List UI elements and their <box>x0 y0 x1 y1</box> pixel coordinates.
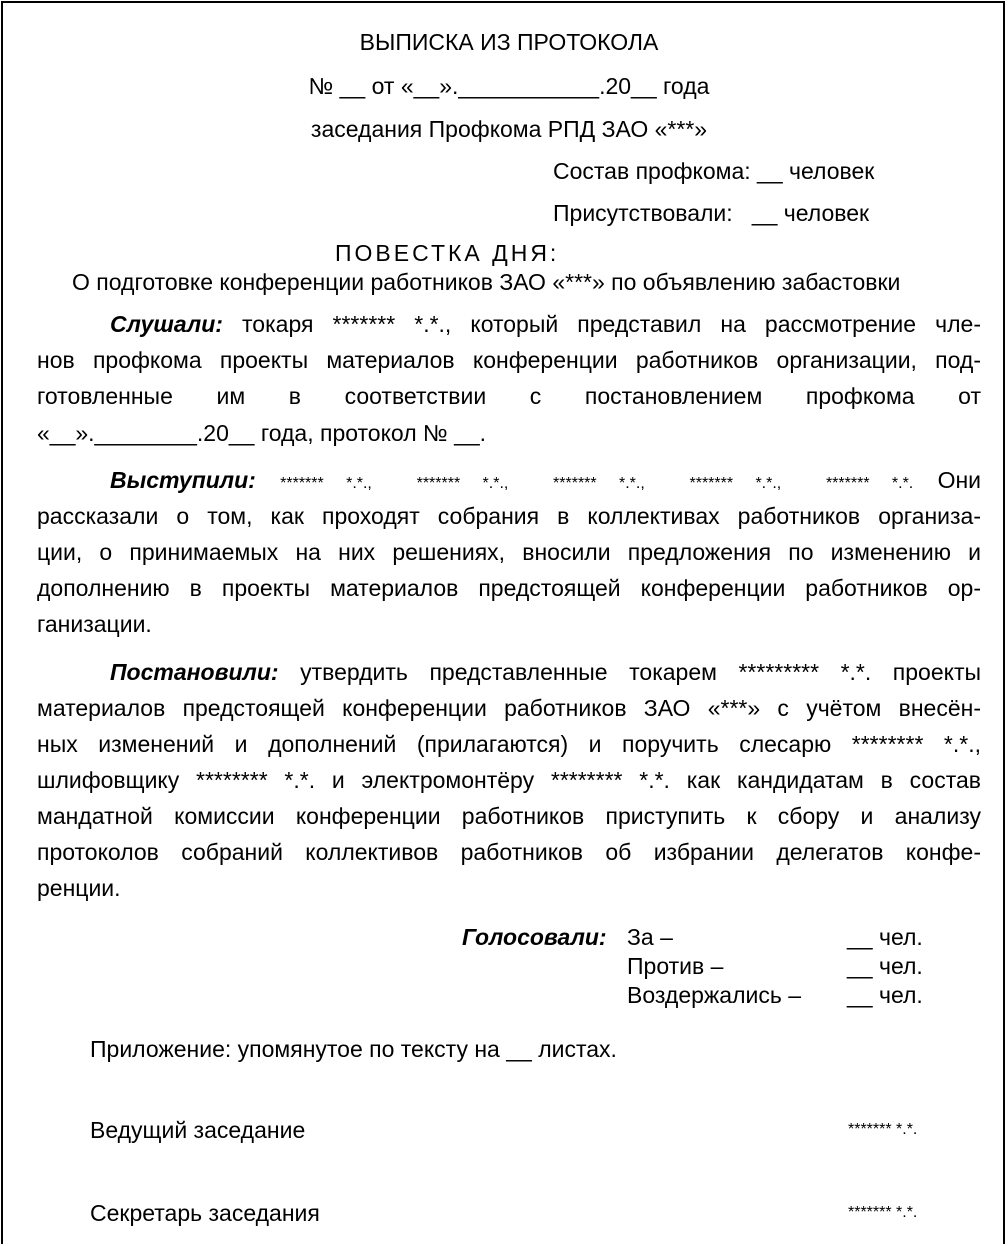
signature-name-chair: ******* *.*. <box>848 1121 918 1138</box>
document-title: ВЫПИСКА ИЗ ПРОТОКОЛА <box>359 29 659 55</box>
heard-label: Слушали: <box>110 311 223 337</box>
agenda-item: О подготовке конференции работников ЗАО «***» по объявлению забастовки <box>72 269 901 295</box>
vote-count-abstain: __ чел. <box>847 982 923 1008</box>
attendance: Присутствовали: __ человек <box>553 200 870 226</box>
signature-role-secretary: Секретарь заседания <box>90 1200 320 1226</box>
protocol-number-line: № __ от «__».___________.20__ года <box>308 73 710 99</box>
meeting-subtitle: заседания Профкома РПД ЗАО «***» <box>310 116 708 142</box>
vote-count-against: __ чел. <box>847 953 923 979</box>
heard-text: токаря ******* *.*., который представил на рассмотрение чле- <box>242 311 981 337</box>
spoke-names: ******* *.*., ******* *.*., ******* *.*., ******* *.*., ******* *.*. <box>280 475 914 492</box>
spoke-paragraph-line-2: рассказали о том, как проходят собрания в коллективах работников организа- <box>37 503 981 529</box>
heard-paragraph-line-2: нов профкома проекты материалов конференции работников организации, под- <box>37 347 981 373</box>
vote-option-abstain: Воздержались – <box>627 982 802 1008</box>
signature-name-secretary: ******* *.*. <box>848 1204 918 1221</box>
resolved-paragraph-line-7: ренции. <box>37 875 121 901</box>
resolved-paragraph-line-5: мандатной комиссии конференции работников приступить к сбору и анализу <box>37 803 981 829</box>
vote-option-for: За – <box>627 924 673 950</box>
heard-paragraph-line-1 <box>110 311 981 337</box>
spoke-paragraph-line-1 <box>110 467 981 497</box>
spoke-paragraph-line-4: дополнению в проекты материалов предстоящей конференции работников ор- <box>37 575 981 601</box>
resolved-paragraph-line-3: ных изменений и дополнений (прилагаются) и поручить слесарю ******** *.*., <box>37 731 981 757</box>
committee-composition: Состав профкома: __ человек <box>553 158 875 184</box>
vote-count-for: __ чел. <box>847 924 923 950</box>
spoke-paragraph-line-3: ции, о принимаемых на них решениях, вносили предложения по изменению и <box>37 539 981 565</box>
agenda-heading: ПОВЕСТКА ДНЯ: <box>335 240 560 266</box>
resolved-paragraph-line-4: шлифовщику ******** *.*. и электромонтёру ******** *.*. как кандидатам в состав <box>37 767 981 793</box>
resolved-paragraph-line-2: материалов предстоящей конференции работников ЗАО «***» с учётом внесён- <box>37 695 981 721</box>
signature-role-chair: Ведущий заседание <box>90 1117 306 1143</box>
heard-paragraph-line-4: «__».________.20__ года, протокол № __. <box>37 420 487 446</box>
attachment-note: Приложение: упомянутое по тексту на __ листах. <box>90 1036 617 1062</box>
vote-label: Голосовали: <box>462 924 607 950</box>
resolved-paragraph-line-1 <box>110 659 981 685</box>
spoke-paragraph-line-5: ганизации. <box>37 611 152 637</box>
resolved-text: утвердить представленные токарем ********* *.*. проекты <box>300 659 982 685</box>
heard-paragraph-line-3: готовленные им в соответствии с постановлением профкома от <box>37 383 981 409</box>
spoke-tail: Они <box>937 467 982 493</box>
resolved-paragraph-line-6: протоколов собраний коллективов работников об избрании делегатов конфе- <box>37 839 981 865</box>
spoke-label: Выступили: <box>110 467 256 493</box>
vote-option-against: Против – <box>627 953 724 979</box>
resolved-label: Постановили: <box>110 659 279 685</box>
